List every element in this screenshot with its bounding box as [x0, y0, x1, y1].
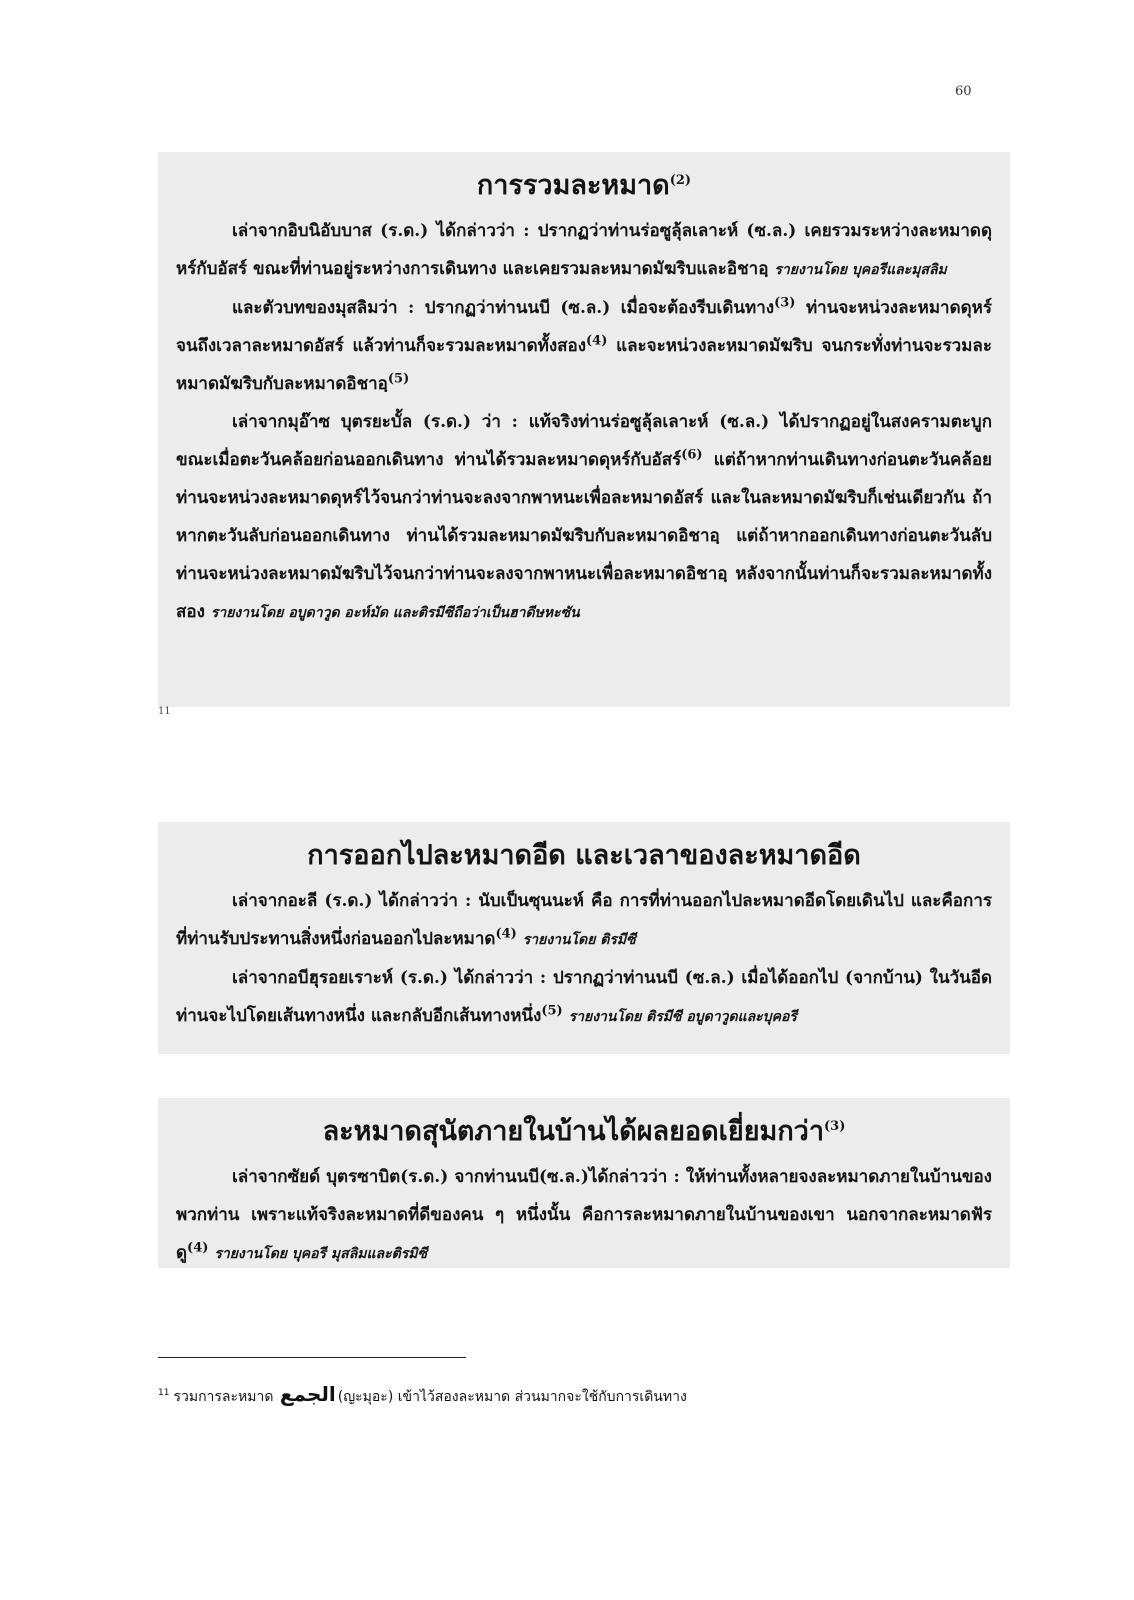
heading-footnote-ref: (3)	[824, 1119, 846, 1134]
paragraph-text: และจะหน่วงละหมาดมัฆริบ จนกระทั่งท่านจะรวมละหมาดมัฆริบกับละหมาดอิชาอฺ	[176, 336, 992, 394]
section-heading	[176, 168, 992, 204]
footnote-ref: (5)	[387, 371, 410, 387]
citation: รายงานโดย อบูดาวูด อะห์มัด และติรมีซีถือว่าเป็นฮาดีษหะซัน	[210, 605, 580, 621]
paragraph-text: เล่าจากมุอ๊าซ บุตรยะบั้ล (ร.ด.) ว่า : แท้จริงท่านร่อซูลุ้ลเลาะห์ (ซ.ล.) ได้ปรากฏอยู่ในสงครามตะบูก ขณะเมื่อตะวันคล้อยก่อนออกเดินทาง ท่านได้รวมละหมาดดุหร์กับอัสร์	[176, 412, 992, 470]
page-number: 60	[955, 84, 972, 99]
footnote-ref: (6)	[681, 447, 703, 463]
paragraph-text: เล่าจากอบีฮุรอยเราะห์ (ร.ด.) ได้กล่าวว่า : ปรากฏว่าท่านนบี (ซ.ล.) เมื่อได้ออกไป (จากบ้าน) ในวันอีด ท่านจะไปโดยเส้นทางหนึ่ง และกลับอีกเส้นทางหนึ่ง	[176, 968, 992, 1026]
scanned-section-eid-prayer	[158, 822, 1010, 1054]
paragraph-text: แต่ถ้าหากท่านเดินทางก่อนตะวันคล้อย ท่านจะหน่วงละหมาดดุหร์ไว้จนกว่าท่านจะลงจากพาหนะเพื่อละหมาดอัสร์ และในละหมาดมัฆริบก็เช่นเดียวกัน ถ้าหากตะวันลับก่อนออกเดินทาง ท่านได้รวมละหมาดมัฆริบกับละหมาดอิชาอฺ แต่ถ้าหากออกเดินทางก่อนตะวันลับ ท่านจะหน่วงละหมาดมัฆริบไว้จนกว่าท่านจะลงจากพาหนะเพื่อละหมาดอิชาอฺ หลังจากนั้นท่านก็จะรวมละหมาดทั้งสอง	[176, 450, 992, 622]
heading-text: การออกไปละหมาดอีด และเวลาของละหมาดอีด	[307, 840, 861, 871]
section-heading	[176, 838, 992, 874]
footnote-ref: (3)	[774, 295, 796, 311]
paragraph	[176, 882, 992, 959]
paragraph-text: เล่าจากอะลี (ร.ด.) ได้กล่าวว่า : นับเป็นซุนนะห์ คือ การที่ท่านออกไปละหมาดอีดโดยเดินไป และคือการที่ท่านรับประทานสิ่งหนึ่งก่อนออกไปละหมาด	[176, 891, 992, 949]
paragraph-text: เล่าจากอิบนิอับบาส (ร.ด.) ได้กล่าวว่า : ปรากฏว่าท่านร่อซูลุ้ลเลาะห์ (ซ.ล.) เคยรวมระหว่างละหมาดดุหร์กับอัสร์ ขณะที่ท่านอยู่ระหว่างการเดินทาง และเคยรวมละหมาดมัฆริบและอิชาอฺ	[176, 221, 992, 279]
footnote-text: (ญะมุอะ) เข้าไว้สองละหมาด ส่วนมากจะใช้กับการเดินทาง	[337, 1389, 687, 1405]
footnote-ref: (4)	[495, 926, 517, 942]
footnote-marker: 11	[158, 706, 171, 717]
heading-footnote-ref: (2)	[669, 173, 692, 188]
footnote-ref: (4)	[586, 333, 608, 349]
footnote-text: รวมการละหมาด	[173, 1389, 274, 1405]
footnote-divider	[158, 1357, 466, 1358]
scanned-section-sunnah-at-home	[158, 1098, 1010, 1268]
citation: รายงานโดย ติรมีซี	[522, 932, 636, 948]
heading-text: ละหมาดสุนัตภายในบ้านได้ผลยอดเยี่ยมกว่า	[322, 1116, 824, 1147]
paragraph	[176, 959, 992, 1036]
footnote-ref: (4)	[187, 1240, 209, 1256]
paragraph	[176, 403, 992, 632]
paragraph	[176, 1158, 992, 1273]
scanned-section-combining-prayers	[158, 152, 1010, 707]
footnote-ref: (5)	[541, 1003, 563, 1019]
paragraph	[176, 212, 992, 289]
citation: รายงานโดย ติรมีซี อบูดาวูดและบุคอรี	[568, 1009, 797, 1025]
footnote-arabic-term: الجمع	[279, 1382, 336, 1406]
heading-text: การรวมละหมาด	[476, 170, 670, 201]
footnote-number: 11	[158, 1388, 170, 1399]
section-heading	[176, 1114, 992, 1150]
paragraph	[176, 289, 992, 403]
paragraph-text: ท่านจะหน่วงละหมาดดุหร์จนถึงเวลาละหมาดอัสร์ แล้วท่านก็จะรวมละหมาดทั้งสอง	[176, 298, 993, 356]
paragraph-text: และตัวบทของมุสลิมว่า : ปรากฏว่าท่านนบี (ซ.ล.) เมื่อจะต้องรีบเดินทาง	[232, 298, 775, 318]
footnote	[158, 1382, 687, 1408]
paragraph-text: เล่าจากซัยด์ บุตรซาบิต(ร.ด.) จากท่านนบี(ซ.ล.)ได้กล่าวว่า : ให้ท่านทั้งหลายจงละหมาดภายในบ้านของพวกท่าน เพราะแท้จริงละหมาดที่ดีของคน ๆ หนึ่งนั้น คือการละหมาดภายในบ้านของเขา นอกจากละหมาดฟัรดู	[176, 1167, 992, 1263]
citation: รายงานโดย บุคอรี มุสลิมและติรมิซี	[214, 1246, 427, 1262]
citation: รายงานโดย บุคอรีและมุสลิม	[774, 262, 947, 278]
